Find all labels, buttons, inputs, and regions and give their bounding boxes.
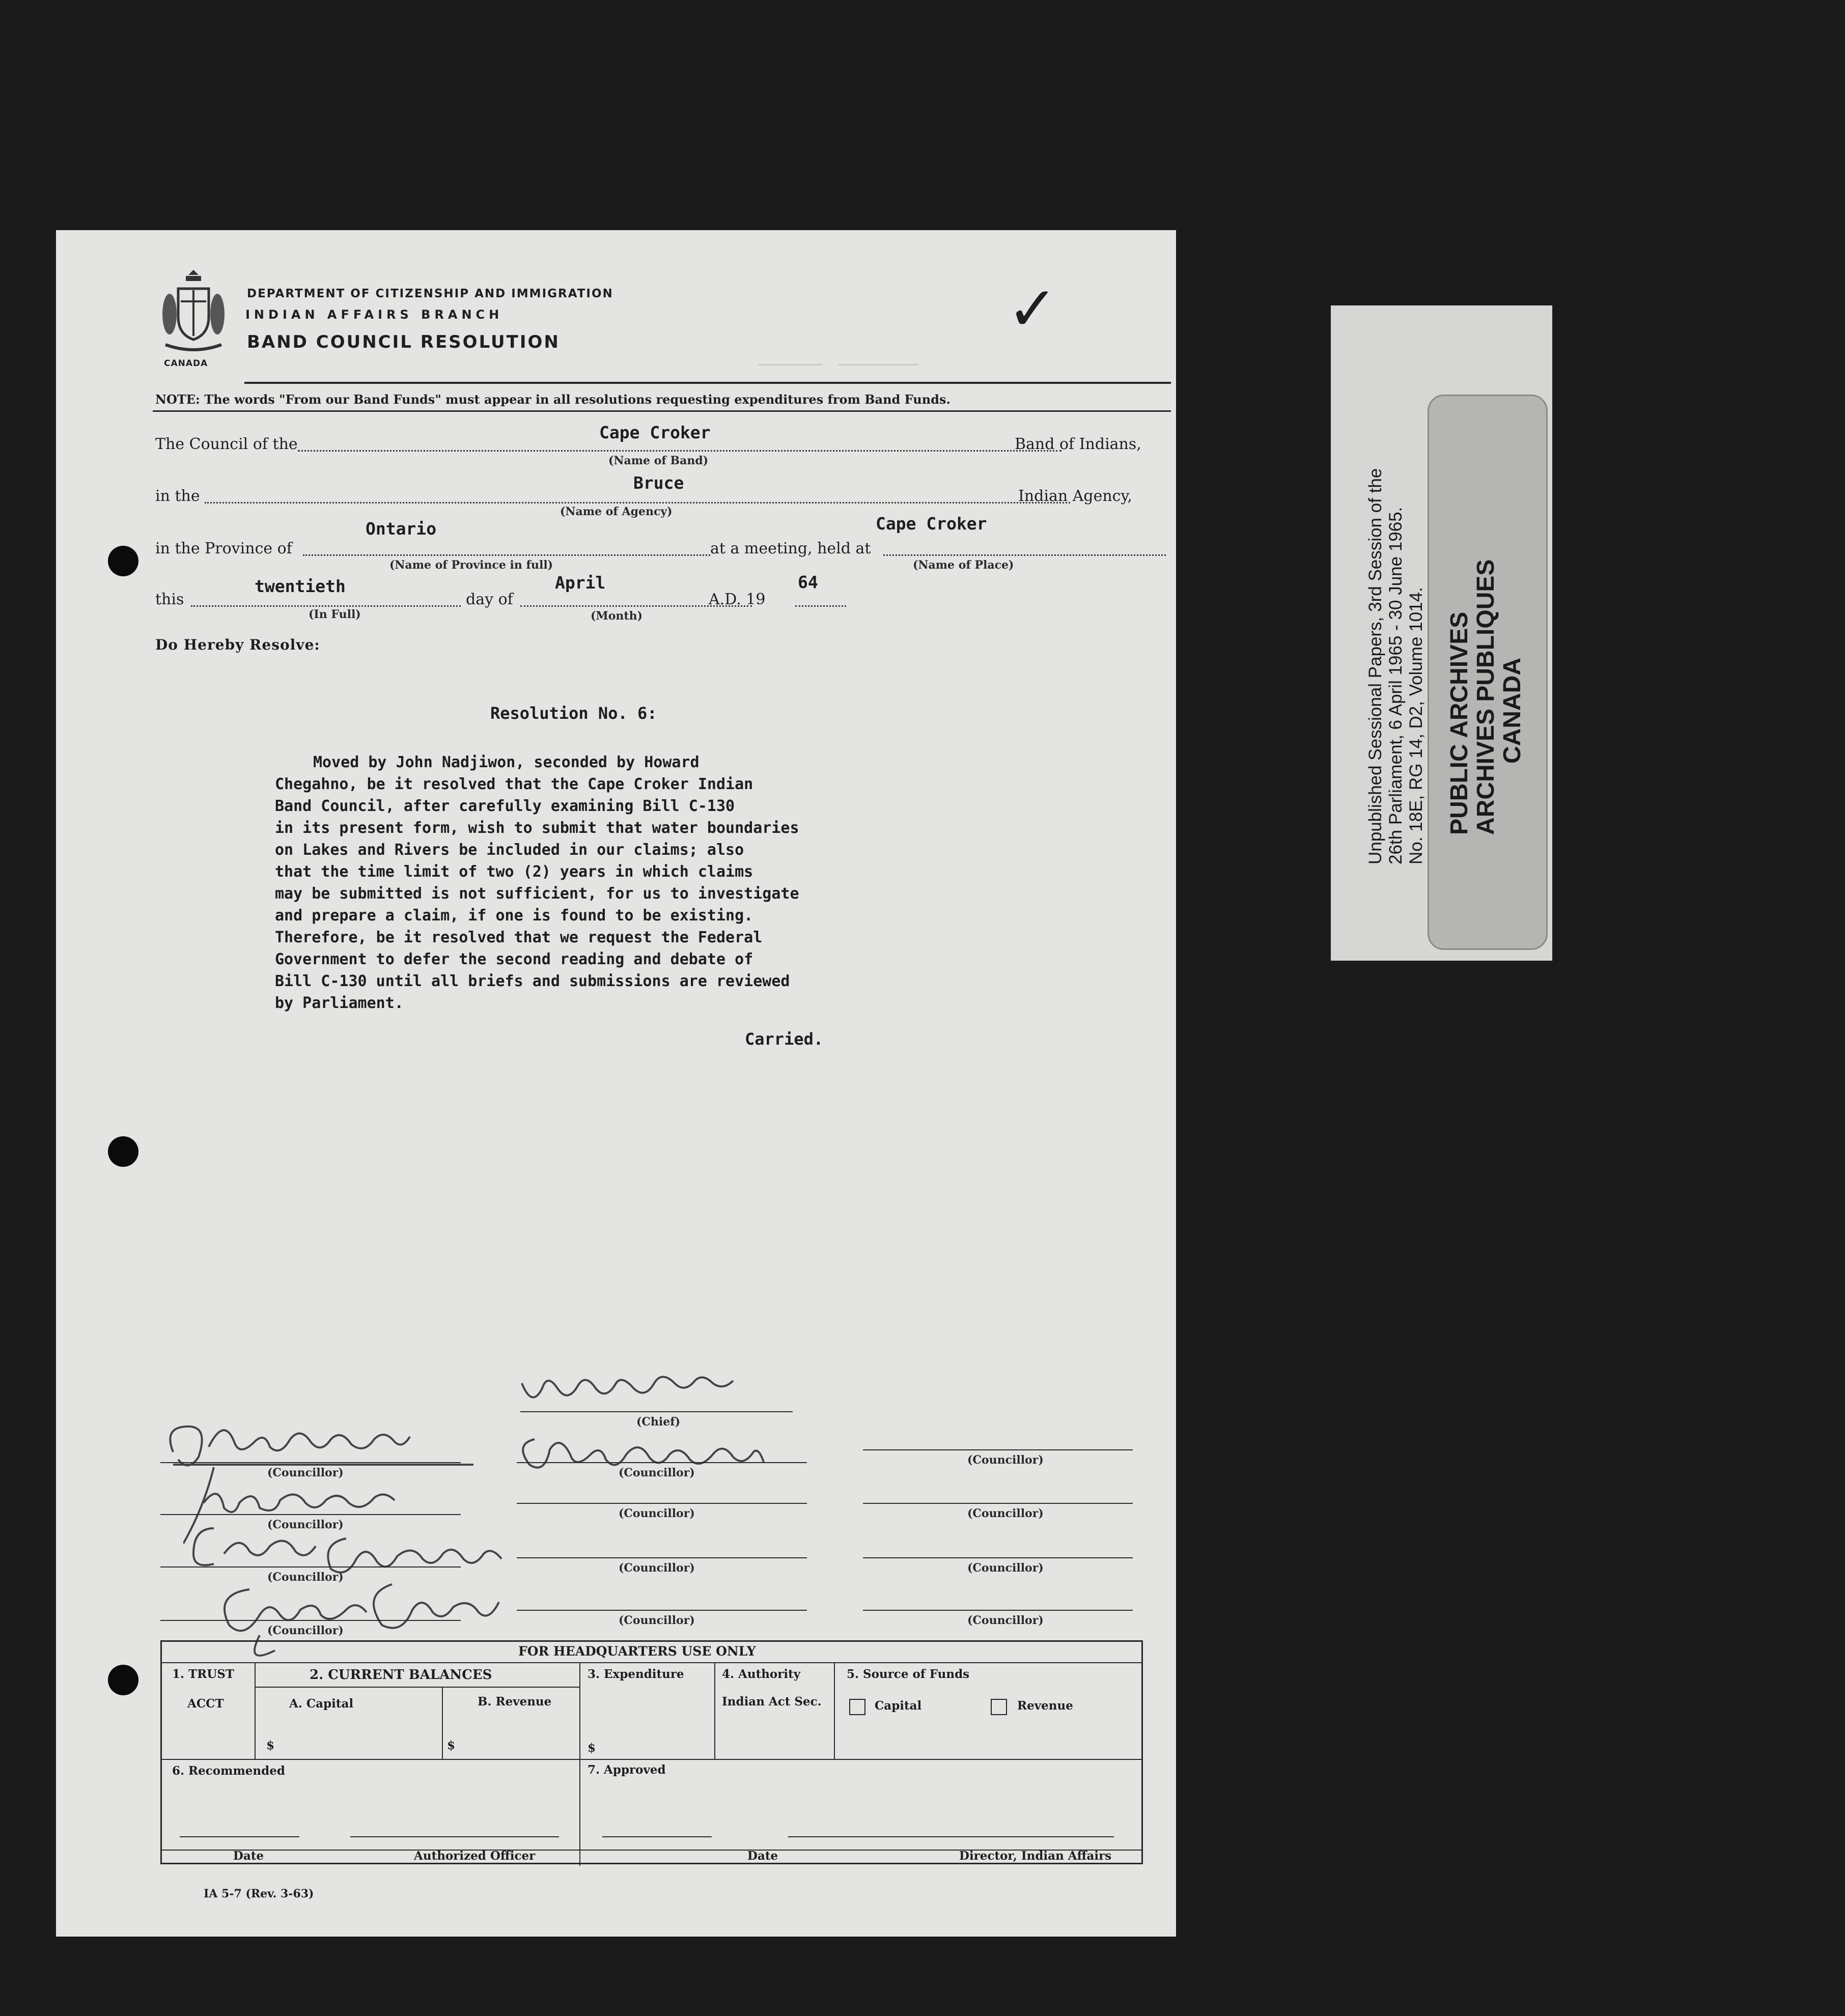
- archive-card: [1331, 305, 1552, 961]
- hq-capital: A. Capital: [289, 1697, 354, 1711]
- councillor-line-9: [863, 1557, 1133, 1558]
- hq-balances-rule: [255, 1687, 579, 1688]
- form-title: BAND COUNCIL RESOLUTION: [247, 332, 560, 352]
- resolution-line: by Parliament.: [275, 994, 404, 1012]
- councillor-line-6: [863, 1503, 1133, 1504]
- hq-authorized-officer: Authorized Officer: [414, 1849, 536, 1863]
- punch-hole-top: [108, 546, 138, 576]
- resolution-outcome: Carried.: [745, 1029, 824, 1049]
- hq-director-line: [788, 1836, 1114, 1837]
- councillor-line-3: [863, 1449, 1133, 1450]
- revenue-checkbox[interactable]: [991, 1699, 1007, 1715]
- councillor-line-12: [863, 1610, 1133, 1611]
- year-line: [795, 605, 846, 607]
- resolution-line: Chegahno, be it resolved that the Cape Croker Indian: [275, 775, 753, 793]
- hq-capital-dollar: $: [266, 1739, 275, 1752]
- punch-hole-bottom: [108, 1665, 138, 1695]
- councillor-caption: (Councillor): [619, 1507, 695, 1520]
- chief-signature: [517, 1363, 802, 1414]
- header-rule: [244, 382, 1171, 384]
- hq-revenue: B. Revenue: [478, 1695, 552, 1709]
- punch-hole-middle: [108, 1136, 138, 1167]
- councillor-line-2: [517, 1462, 807, 1463]
- place-line: [883, 554, 1166, 556]
- capital-checkbox[interactable]: [849, 1699, 865, 1715]
- show-through-text: ▁▁▁▁▁▁▁▁ ▁▁▁▁▁▁▁▁▁▁: [759, 351, 918, 366]
- councillor-line-10: [160, 1620, 461, 1621]
- resolution-document: [56, 230, 1176, 1937]
- this-label: this: [155, 591, 184, 608]
- band-name-line: [298, 450, 1061, 452]
- ad-label: A.D. 19: [709, 591, 766, 608]
- councillor-caption: (Councillor): [267, 1571, 344, 1584]
- resolution-number: Resolution No. 6:: [490, 704, 657, 723]
- hq-officer-line: [350, 1836, 559, 1837]
- month-caption: (Month): [591, 609, 642, 623]
- agency-suffix-label: Indian Agency,: [1018, 487, 1132, 505]
- agency-name-caption: (Name of Agency): [560, 505, 673, 518]
- day-caption: (In Full): [309, 608, 361, 621]
- archive-reference-line-2: 26th Parliament, 6 April 1965 - 30 June 1965.: [1386, 507, 1406, 864]
- resolve-label: Do Hereby Resolve:: [155, 636, 320, 653]
- councillor-line-1: [160, 1462, 461, 1463]
- hq-expenditure: 3. Expenditure: [588, 1667, 684, 1681]
- resolution-line: Therefore, be it resolved that we request the Federal: [275, 929, 763, 946]
- archive-stamp-line-1: PUBLIC ARCHIVES: [1446, 611, 1473, 835]
- councillor-line-11: [517, 1610, 807, 1611]
- branch-name: INDIAN AFFAIRS BRANCH: [245, 307, 504, 322]
- resolution-line: Band Council, after carefully examining Bill C-130: [275, 797, 735, 815]
- hq-source-of-funds: 5. Source of Funds: [847, 1667, 970, 1681]
- councillor-caption: (Councillor): [267, 1466, 344, 1479]
- councillor-caption: (Councillor): [619, 1614, 695, 1627]
- councillor-caption: (Councillor): [967, 1561, 1044, 1575]
- hq-mid-rule: [162, 1759, 1141, 1760]
- resolution-body: [275, 751, 1013, 1014]
- councillor-caption: (Councillor): [267, 1624, 344, 1637]
- checkmark-icon: ✓: [1007, 274, 1058, 345]
- province-caption: (Name of Province in full): [389, 558, 553, 572]
- headquarters-box: [160, 1640, 1143, 1864]
- hq-current-balances: 2. CURRENT BALANCES: [310, 1667, 492, 1683]
- agency-name-line: [205, 502, 1070, 503]
- resolution-line: in its present form, wish to submit that water boundaries: [275, 819, 799, 837]
- in-the-label: in the: [155, 487, 200, 505]
- councillor-caption: (Councillor): [967, 1453, 1044, 1467]
- province-line: [303, 554, 710, 556]
- hq-trust: 1. TRUST: [172, 1667, 235, 1681]
- archive-reference-line-3: No. 18E, RG 14, D2, Volume 1014.: [1406, 587, 1426, 864]
- hq-revenue-option: Revenue: [1017, 1699, 1073, 1713]
- hq-divider: [579, 1662, 580, 1866]
- band-name-caption: (Name of Band): [608, 454, 709, 467]
- province-value: Ontario: [366, 519, 437, 539]
- hq-divider: [442, 1687, 443, 1759]
- band-suffix-label: Band of Indians,: [1015, 435, 1141, 453]
- funds-note: NOTE: The words "From our Band Funds" must appear in all resolutions requesting expenditures from Band Funds.: [155, 392, 951, 407]
- resolution-line: Bill C-130 until all briefs and submissions are reviewed: [275, 972, 790, 990]
- hq-approved: 7. Approved: [588, 1763, 666, 1777]
- archive-stamp-line-2: ARCHIVES PUBLIQUES: [1472, 559, 1499, 835]
- councillor-caption: (Councillor): [967, 1507, 1044, 1520]
- resolution-line: on Lakes and Rivers be included in our claims; also: [275, 841, 744, 859]
- hq-date-label: Date: [747, 1849, 778, 1863]
- day-of-label: day of: [466, 591, 513, 608]
- place-value: Cape Croker: [876, 514, 987, 534]
- councillor-caption: (Councillor): [267, 1518, 344, 1531]
- day-value: twentieth: [255, 576, 346, 596]
- archive-reference-line-1: Unpublished Sessional Papers, 3rd Session of the: [1365, 468, 1385, 864]
- councillor-line-4: [160, 1514, 461, 1515]
- hq-title-rule: [162, 1662, 1141, 1663]
- day-line: [191, 605, 461, 607]
- hq-recommended: 6. Recommended: [172, 1764, 285, 1778]
- month-value: April: [555, 573, 606, 593]
- meeting-label: at a meeting, held at: [710, 540, 871, 557]
- chief-line: [520, 1411, 793, 1412]
- archive-stamp-line-3: CANADA: [1499, 658, 1526, 764]
- note-rule: [153, 410, 1171, 412]
- hq-date-line: [602, 1836, 712, 1837]
- councillor-line-8: [517, 1557, 807, 1558]
- hq-indian-act-sec: Indian Act Sec.: [722, 1695, 822, 1709]
- hq-capital-option: Capital: [875, 1699, 922, 1713]
- hq-divider: [834, 1662, 835, 1759]
- canada-coat-of-arms-icon: [160, 266, 227, 352]
- hq-acct: ACCT: [187, 1697, 224, 1711]
- hq-date-label: Date: [233, 1849, 264, 1863]
- crest-label: CANADA: [164, 358, 208, 369]
- resolution-line: and prepare a claim, if one is found to be existing.: [275, 907, 753, 925]
- hq-revenue-dollar: $: [447, 1739, 456, 1752]
- chief-caption: (Chief): [636, 1415, 681, 1429]
- hq-authority: 4. Authority: [722, 1667, 801, 1681]
- councillor-caption: (Councillor): [619, 1561, 695, 1575]
- resolution-line: Government to defer the second reading and debate of: [275, 950, 753, 968]
- council-of-label: The Council of the: [155, 435, 298, 453]
- resolution-line: that the time limit of two (2) years in which claims: [275, 863, 753, 881]
- hq-divider: [714, 1662, 715, 1759]
- department-name: DEPARTMENT OF CITIZENSHIP AND IMMIGRATION: [247, 287, 613, 300]
- year-value: 64: [798, 572, 818, 592]
- hq-title: FOR HEADQUARTERS USE ONLY: [518, 1644, 756, 1659]
- councillor-caption: (Councillor): [619, 1466, 695, 1479]
- band-name-value: Cape Croker: [599, 423, 711, 442]
- hq-divider: [255, 1662, 256, 1759]
- hq-director: Director, Indian Affairs: [959, 1849, 1112, 1863]
- councillor-caption: (Councillor): [967, 1614, 1044, 1627]
- agency-name-value: Bruce: [633, 473, 684, 493]
- hq-expenditure-dollar: $: [588, 1741, 596, 1755]
- councillor-line-7: [160, 1566, 461, 1567]
- province-label: in the Province of: [155, 540, 292, 557]
- hq-date-line: [180, 1836, 299, 1837]
- form-number: IA 5-7 (Rev. 3-63): [204, 1887, 314, 1900]
- resolution-line: Moved by John Nadjiwon, seconded by Howard: [313, 753, 700, 771]
- councillor-line-5: [517, 1503, 807, 1504]
- place-caption: (Name of Place): [913, 558, 1014, 572]
- resolution-line: may be submitted is not sufficient, for us to investigate: [275, 885, 799, 903]
